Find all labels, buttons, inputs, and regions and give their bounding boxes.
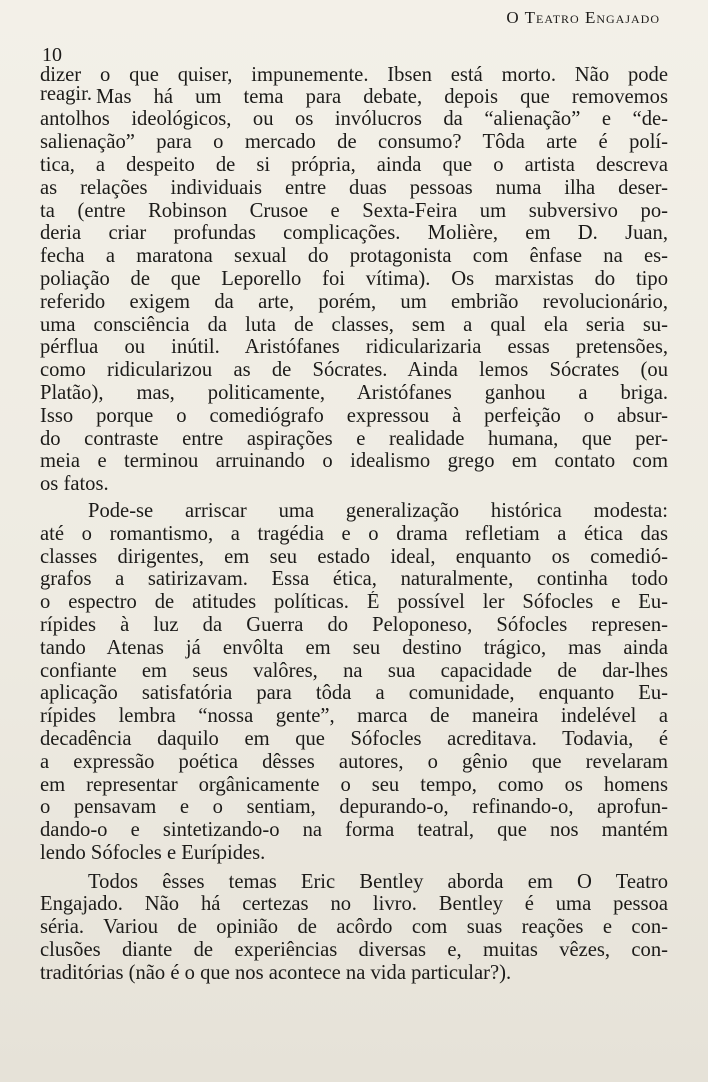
text-line: grafos a satirizavam. Essa ética, naturalmente, continha todo	[40, 568, 668, 591]
text-line: séria. Variou de opinião de acôrdo com suas reações e con-	[40, 916, 668, 939]
text-line: deria criar profundas complicações. Molière, em D. Juan,	[40, 222, 668, 245]
text-line: pérflua ou inútil. Aristófanes ridicularizaria essas pretensões,	[40, 336, 668, 359]
text-line: aplicação satisfatória para tôda a comunidade, enquanto Eu-	[40, 682, 668, 705]
text-line: os fatos.	[40, 473, 109, 496]
body-text	[40, 64, 668, 985]
text-line: Mas há um tema para debate, depois que removemos	[96, 85, 668, 108]
text-line: reagir.	[40, 82, 93, 105]
text-line: a expressão poética dêsses autores, o gênio que revelaram	[40, 750, 668, 773]
text-line: fecha a maratona sexual do protagonista com ênfase na es-	[40, 245, 668, 268]
text-line: lendo Sófocles e Eurípides.	[40, 841, 266, 864]
text-line: Todos êsses temas Eric Bentley aborda em O Teatro	[88, 870, 668, 893]
text-line: poliação de que Leporello foi vítima). Os marxistas do tipo	[40, 267, 668, 290]
text-line: Platão), mas, politicamente, Aristófanes ganhou a briga.	[40, 381, 668, 404]
text-line: salienação” para o mercado de consumo? Tôda arte é polí-	[40, 131, 668, 154]
text-line: até o romantismo, a tragédia e o drama refletiam a ética das	[40, 522, 668, 545]
text-line: antolhos ideológicos, ou os invólucros da “alienação” e “de-	[40, 108, 668, 131]
text-line: decadência daquilo em que Sófocles acreditava. Todavia, é	[40, 727, 668, 750]
text-line: rípides lembra “nossa gente”, marca de maneira indelével a	[40, 705, 668, 728]
text-line: Isso porque o comediógrafo expressou à perfeição o absur-	[40, 404, 668, 427]
text-line: como ridicularizou as de Sócrates. Ainda lemos Sócrates (ou	[40, 359, 668, 382]
text-line: referido exigem da arte, porém, um embrião revolucionário,	[40, 290, 668, 313]
text-line: confiante em seus valôres, na sua capacidade de dar-lhes	[40, 659, 668, 682]
text-line: tica, a despeito de si própria, ainda que o artista descreva	[40, 153, 668, 176]
paragraph	[40, 871, 668, 985]
page-number: 10	[42, 44, 62, 66]
text-line: dando-o e sintetizando-o na forma teatral, que nos mantém	[40, 819, 668, 842]
text-line: dizer o que quiser, impunemente. Ibsen está morto. Não pode	[40, 64, 668, 86]
text-line: meia e terminou arruinando o idealismo grego em contato com	[40, 450, 668, 473]
paragraph	[40, 86, 668, 496]
text-line: o pensavam e o sentiam, depurando-o, refinando-o, aprofun-	[40, 796, 668, 819]
text-line: as relações individuais entre duas pessoas numa ilha deser-	[40, 176, 668, 199]
text-line: clusões diante de experiências diversas e, muitas vêzes, con-	[40, 939, 668, 962]
running-title: O Teatro Engajado	[506, 8, 660, 27]
text-line: do contraste entre aspirações e realidade humana, que per-	[40, 427, 668, 450]
paragraph	[40, 500, 668, 865]
text-line: tando Atenas já envôlta em seu destino trágico, mas ainda	[40, 636, 668, 659]
text-line: Engajado. Não há certezas no livro. Bentley é uma pessoa	[40, 893, 668, 916]
text-line: Pode-se arriscar uma generalização histórica modesta:	[88, 499, 668, 522]
text-line: uma consciência da luta de classes, sem a qual ela seria su-	[40, 313, 668, 336]
text-line: ta (entre Robinson Crusoe e Sexta-Feira um subversivo po-	[40, 199, 668, 222]
text-line: o espectro de atitudes políticas. É possível ler Sófocles e Eu-	[40, 591, 668, 614]
text-line: em representar orgânicamente o seu tempo, como os homens	[40, 773, 668, 796]
text-line: traditórias (não é o que nos acontece na vida particular?).	[40, 961, 512, 984]
text-line: classes dirigentes, em seu estado ideal, enquanto os comedió-	[40, 545, 668, 568]
text-line: rípides à luz da Guerra do Peloponeso, Sófocles represen-	[40, 613, 668, 636]
